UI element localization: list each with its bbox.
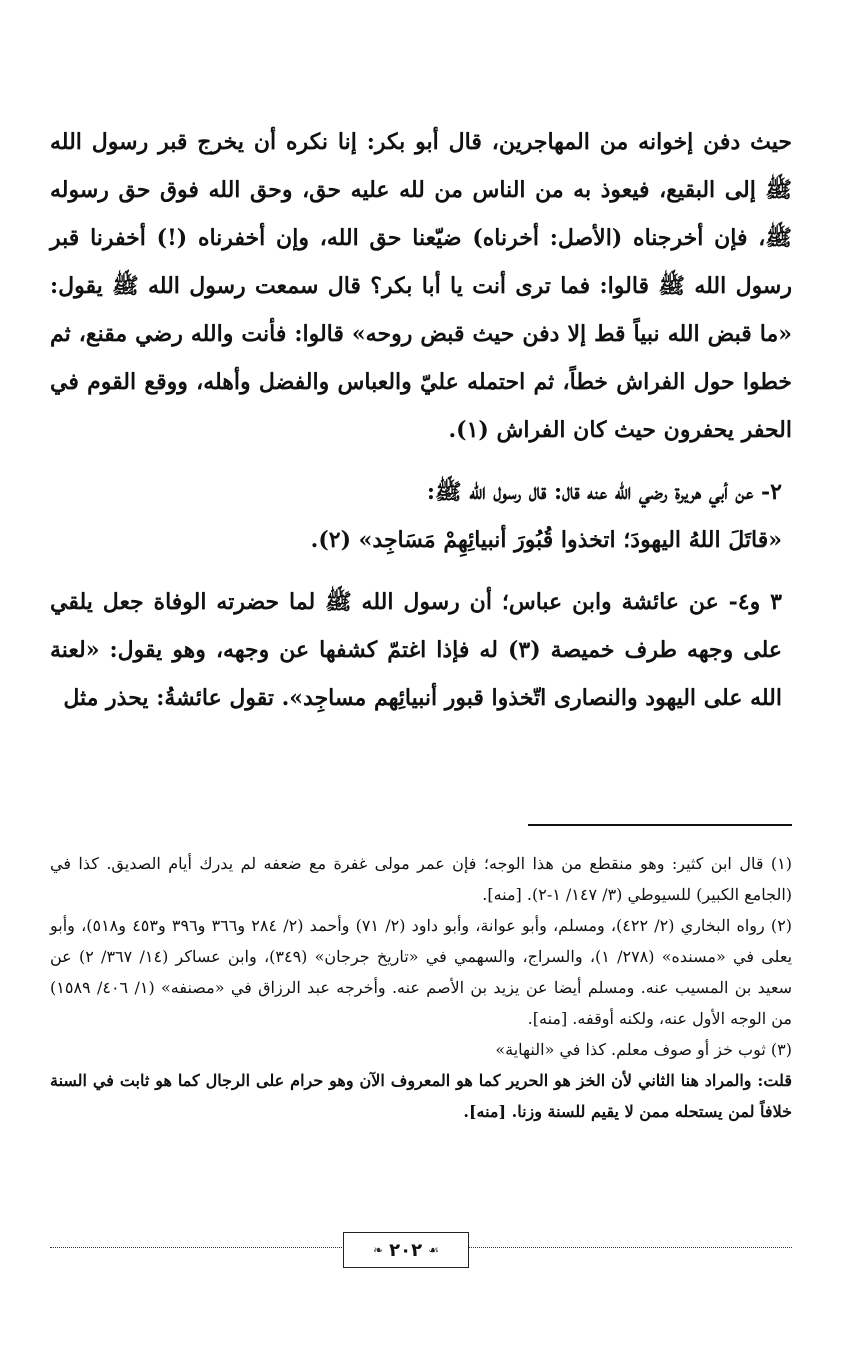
footnote-separator bbox=[528, 824, 792, 826]
page-number: ٢٠٢ bbox=[389, 1239, 423, 1261]
hadith-3-4: ٣ و٤- عن عائشة وابن عباس؛ أن رسول الله ﷺ لما حضرته الوفاة جعل يلقي على وجهه طرف خميصة (٣) له فإذا اغتمّ كشفها عن وجهه، وهو يقول: «لعنة الله على اليهود والنصارى اتّخذوا قبور أنبيائِهم مساجِد». تقول عائشةُ: يحذر مثل bbox=[50, 589, 782, 711]
main-text bbox=[50, 118, 792, 722]
hadith-2-quote: «قاتَلَ اللهُ اليهودَ؛ اتخذوا قُبُورَ أنبيائِهِمْ مَسَاجِد» (٢). bbox=[310, 527, 782, 553]
page-ornament-icon: ❧ bbox=[373, 1243, 384, 1257]
footnote-3-remark: قلت: والمراد هنا الثاني لأن الخز هو الحرير كما هو المعروف الآن وهو حرام على الرجال كما هو ثابت في السنة خلافاً لمن يستحله ممن لا يقيم للسنة وزنا. [منه]. bbox=[50, 1071, 792, 1121]
footnote-2: (٢) رواه البخاري (٢/ ٤٢٢)، ومسلم، وأبو عوانة، وأبو داود (٢/ ٧١) وأحمد (٢/ ٢٨٤ و٣٦٦ و٣٩٦ و٤٥٣ و٥١٨)، وأبو يعلى في «مسنده» (٢٧٨/ ١)، والسراج، والسهمي في «تاريخ جرجان» (٣٤٩)، وابن عساكر (١٤/ ٣٦٧/ ٢) عن سعيد بن المسيب عنه. ومسلم أيضا عن يزيد بن الأصم عنه. وأخرجه عبد الرزاق في «مصنفه» (١/ ٤٠٦/ ١٥٨٩) من الوجه الأول عنه، ولكنه أوقفه. [منه]. bbox=[50, 916, 793, 1028]
footnote-1: (١) قال ابن كثير: وهو منقطع من هذا الوجه؛ فإن عمر مولى غفرة مع ضعفه لم يدرك أيام الصديق. كذا في (الجامع الكبير) للسيوطي (٣/ ١٤٧/ ١-٢). [منه]. bbox=[50, 854, 792, 904]
paragraph-gap bbox=[50, 564, 792, 578]
page-number-frame bbox=[343, 1232, 469, 1268]
page-ornament-icon: ☙ bbox=[428, 1243, 439, 1257]
paragraph-continuation: حيث دفن إخوانه من المهاجرين، قال أبو بكر: إنا نكره أن يخرج قبر رسول الله ﷺ إلى البقيع، فيعوذ به من الناس من لله عليه حق، وحق الله فوق حق رسوله ﷺ، فإن أخرجناه (الأصل: أخرناه) ضيّعنا حق الله، وإن أخفرناه (!) أخفرنا قبر رسول الله ﷺ قالوا: فما ترى أنت يا أبا بكر؟ قال سمعت رسول الله ﷺ يقول: «ما قبض الله نبياً قط إلا دفن حيث قبض روحه» قالوا: فأنت والله رضي مقنع، ثم خطوا حول الفراش خطاً، ثم احتمله عليّ والعباس والفضل وأهله، ووقع القوم في الحفر يحفرون حيث كان الفراش (١). bbox=[50, 129, 792, 443]
footnote-3: (٣) ثوب خز أو صوف معلم. كذا في «النهاية» bbox=[495, 1040, 792, 1059]
hadith-2-intro: ٢- عن أبي هريرة رضي الله عنه قال: قال رسول الله ﷺ: bbox=[426, 479, 782, 505]
footnotes bbox=[50, 848, 792, 1127]
paragraph-gap bbox=[50, 454, 792, 468]
